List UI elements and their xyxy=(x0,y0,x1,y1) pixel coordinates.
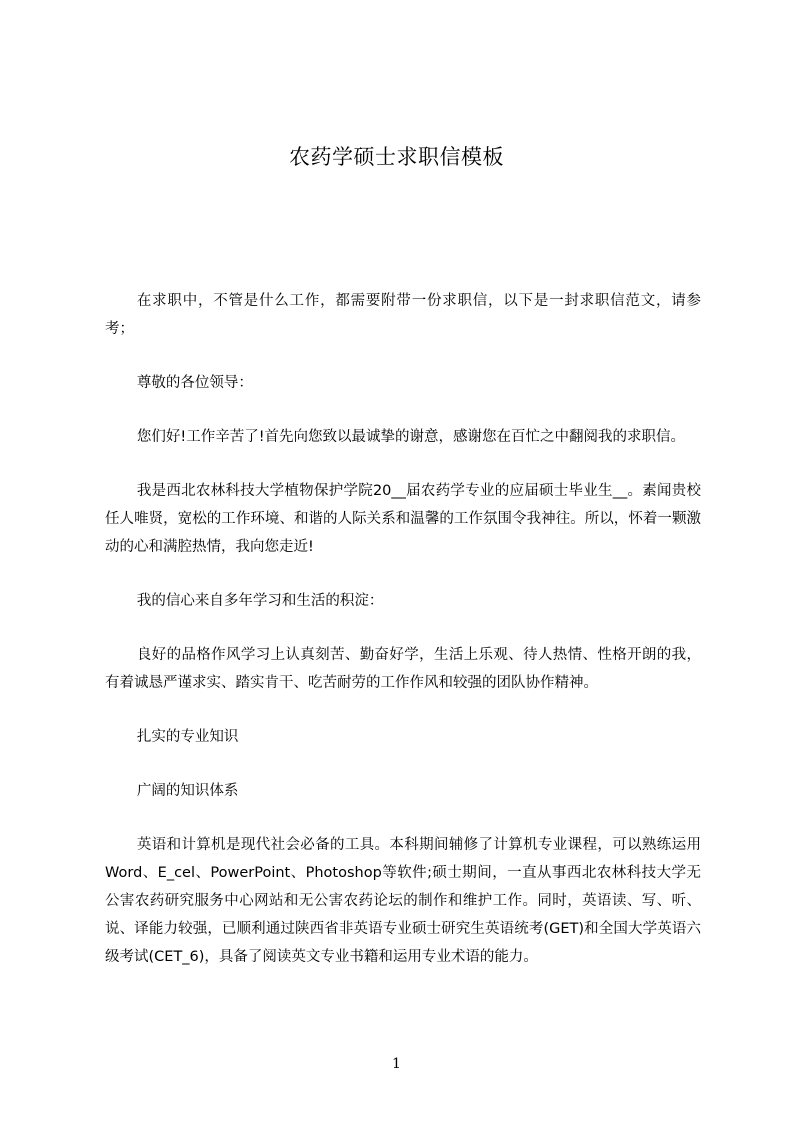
paragraph-self-introduction: 我是西北农林科技大学植物保护学院20__届农药学专业的应届硕士毕业生__。素闻贵校任人唯贤，宽松的工作环境、和谐的人际关系和温馨的工作氛围令我神往。所以，怀着一颗激动的心和满腔热情，我向您走近! xyxy=(105,483,701,555)
paragraph-intro: 在求职中，不管是什么工作，都需要附带一份求职信，以下是一封求职信范文，请参考； xyxy=(105,293,701,337)
paragraph-salutation: 尊敬的各位领导： xyxy=(136,375,253,391)
paragraph-heading-knowledge: 扎实的专业知识 xyxy=(136,729,239,745)
document-title: 农药学硕士求职信模板 xyxy=(289,145,504,169)
paragraph-character: 良好的品格作风学习上认真刻苦、勤奋好学，生活上乐观、待人热情、性格开朗的我，有着诚恳严谨求实、踏实肯干、吃苦耐劳的工作作风和较强的团队协作精神。 xyxy=(105,647,701,691)
paragraph-heading-system: 广阔的知识体系 xyxy=(136,783,239,799)
document-body xyxy=(105,287,701,997)
paragraph-greeting: 您们好!工作辛苦了!首先向您致以最诚挚的谢意，感谢您在百忙之中翻阅我的求职信。 xyxy=(136,429,686,445)
paragraph-skills: 英语和计算机是现代社会必备的工具。本科期间辅修了计算机专业课程，可以熟练运用Word、E_cel、PowerPoint、Photoshop等软件;硕士期间，一直从事西北农林科技大学无公害农药研究服务中心网站和无公害农药论坛的制作和维护工作。同时，英语读、写、听、说、译能力较强，已顺利通过陕西省非英语专业硕士研究生英语统考(GET)和全国大学英语六级考试(CET_6)，具备了阅读英文专业书籍和运用专业术语的能力。 xyxy=(105,837,701,965)
paragraph-confidence: 我的信心来自多年学习和生活的积淀： xyxy=(136,593,384,609)
page-number: 1 xyxy=(392,1056,401,1072)
